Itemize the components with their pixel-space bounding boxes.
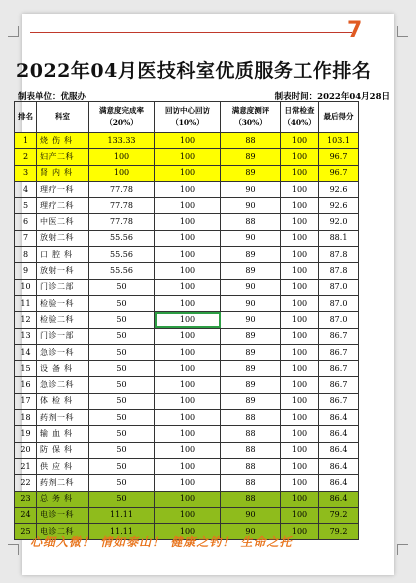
- crop-mark-top-right: [397, 26, 408, 37]
- table-row: [15, 247, 359, 263]
- table-header-row: [15, 102, 359, 133]
- cell-satisfaction: 90: [221, 507, 281, 523]
- cell-final: 87.8: [319, 263, 359, 279]
- header-callback: [155, 102, 221, 133]
- cell-dept: 门诊一部: [37, 328, 89, 344]
- cell-dept: 设备科: [37, 361, 89, 377]
- table-row: [15, 279, 359, 295]
- cell-completion: 50: [89, 344, 155, 360]
- cell-completion: 55.56: [89, 247, 155, 263]
- cell-dept: 输血科: [37, 426, 89, 442]
- cell-rank: 19: [15, 426, 37, 442]
- selected-cell[interactable]: 100: [155, 312, 221, 328]
- cell-callback: 100: [155, 393, 221, 409]
- cell-daily: 100: [281, 507, 319, 523]
- cell-daily: 100: [281, 393, 319, 409]
- document-title: 2022年04月医技科室优质服务工作排名: [16, 60, 372, 82]
- cell-callback: 100: [155, 361, 221, 377]
- cell-rank: 18: [15, 410, 37, 426]
- cell-final: 92.0: [319, 214, 359, 230]
- cell-callback: 100: [155, 458, 221, 474]
- header-completion-weight: （20%）: [105, 118, 138, 127]
- cell-completion: 50: [89, 442, 155, 458]
- cell-callback: 100: [155, 165, 221, 181]
- cell-rank: 8: [15, 247, 37, 263]
- cell-rank: 4: [15, 181, 37, 197]
- cell-completion: 11.11: [89, 507, 155, 523]
- cell-completion: 50: [89, 312, 155, 328]
- cell-callback: 100: [155, 475, 221, 491]
- cell-dept: 供应科: [37, 458, 89, 474]
- cell-callback: 100: [155, 263, 221, 279]
- cell-rank: 20: [15, 442, 37, 458]
- cell-dept: 门诊二部: [37, 279, 89, 295]
- cell-completion: 55.56: [89, 263, 155, 279]
- header-daily-label: 日常检查: [284, 106, 315, 115]
- cell-callback: 100: [155, 328, 221, 344]
- cell-completion: 100: [89, 149, 155, 165]
- cell-satisfaction: 89: [221, 263, 281, 279]
- cell-rank: 1: [15, 133, 37, 149]
- cell-completion: 50: [89, 295, 155, 311]
- cell-callback: 100: [155, 524, 221, 540]
- cell-dept: 防保科: [37, 442, 89, 458]
- cell-rank: 16: [15, 377, 37, 393]
- table-row: [15, 393, 359, 409]
- cell-rank: 14: [15, 344, 37, 360]
- table-row: [15, 263, 359, 279]
- cell-daily: 100: [281, 214, 319, 230]
- cell-dept: 理疗一科: [37, 181, 89, 197]
- cell-completion: 50: [89, 491, 155, 507]
- cell-satisfaction: 88: [221, 458, 281, 474]
- cell-rank: 24: [15, 507, 37, 523]
- cell-dept: 电诊一科: [37, 507, 89, 523]
- cell-rank: 21: [15, 458, 37, 474]
- cell-final: 86.4: [319, 442, 359, 458]
- cell-rank: 23: [15, 491, 37, 507]
- cell-callback: 100: [155, 198, 221, 214]
- cell-daily: 100: [281, 295, 319, 311]
- cell-satisfaction: 89: [221, 361, 281, 377]
- cell-satisfaction: 90: [221, 279, 281, 295]
- cell-daily: 100: [281, 475, 319, 491]
- cell-callback: 100: [155, 214, 221, 230]
- cell-rank: 3: [15, 165, 37, 181]
- cell-completion: 50: [89, 393, 155, 409]
- cell-dept: 急诊一科: [37, 344, 89, 360]
- header-callback-weight: （10%）: [171, 118, 204, 127]
- header-rule: [30, 32, 352, 33]
- cell-satisfaction: 89: [221, 328, 281, 344]
- cell-daily: 100: [281, 247, 319, 263]
- cell-daily: 100: [281, 149, 319, 165]
- cell-final: 96.7: [319, 149, 359, 165]
- cell-final: 92.6: [319, 198, 359, 214]
- cell-daily: 100: [281, 133, 319, 149]
- cell-callback: 100: [155, 295, 221, 311]
- cell-completion: 50: [89, 328, 155, 344]
- cell-rank: 17: [15, 393, 37, 409]
- cell-daily: 100: [281, 410, 319, 426]
- cell-final: 86.7: [319, 377, 359, 393]
- table-row: [15, 295, 359, 311]
- cell-completion: 77.78: [89, 181, 155, 197]
- cell-callback: 100: [155, 149, 221, 165]
- cell-completion: 50: [89, 361, 155, 377]
- table-row: [15, 377, 359, 393]
- table-row: [15, 507, 359, 523]
- cell-daily: 100: [281, 312, 319, 328]
- table-row: [15, 214, 359, 230]
- cell-dept: 口腔科: [37, 247, 89, 263]
- table-row: [15, 442, 359, 458]
- table-row: [15, 149, 359, 165]
- cell-final: 86.7: [319, 361, 359, 377]
- cell-satisfaction: 89: [221, 165, 281, 181]
- cell-rank: 9: [15, 263, 37, 279]
- cell-final: 86.4: [319, 475, 359, 491]
- header-satisfaction-weight: （30%）: [234, 118, 267, 127]
- cell-callback: 100: [155, 507, 221, 523]
- cell-completion: 11.11: [89, 524, 155, 540]
- cell-dept: 总务科: [37, 491, 89, 507]
- cell-rank: 7: [15, 230, 37, 246]
- cell-completion: 50: [89, 410, 155, 426]
- cell-dept: 体检科: [37, 393, 89, 409]
- cell-rank: 6: [15, 214, 37, 230]
- cell-dept: 烧伤科: [37, 133, 89, 149]
- cell-satisfaction: 88: [221, 475, 281, 491]
- cell-dept: 肾内科: [37, 165, 89, 181]
- cell-satisfaction: 89: [221, 149, 281, 165]
- table-row: [15, 165, 359, 181]
- cell-rank: 25: [15, 524, 37, 540]
- table-row: [15, 361, 359, 377]
- cell-completion: 77.78: [89, 198, 155, 214]
- cell-daily: 100: [281, 491, 319, 507]
- cell-callback: 100: [155, 344, 221, 360]
- cell-daily: 100: [281, 458, 319, 474]
- cell-completion: 50: [89, 475, 155, 491]
- header-completion: [89, 102, 155, 133]
- cell-satisfaction: 88: [221, 133, 281, 149]
- cell-daily: 100: [281, 230, 319, 246]
- cell-callback: 100: [155, 442, 221, 458]
- cell-daily: 100: [281, 165, 319, 181]
- cell-daily: 100: [281, 198, 319, 214]
- cell-callback: 100: [155, 410, 221, 426]
- table-row: [15, 133, 359, 149]
- header-rank: 排名: [15, 102, 37, 133]
- cell-completion: 100: [89, 165, 155, 181]
- cell-final: 92.6: [319, 181, 359, 197]
- cell-daily: 100: [281, 328, 319, 344]
- cell-daily: 100: [281, 263, 319, 279]
- cell-satisfaction: 88: [221, 442, 281, 458]
- cell-dept: 妇产二科: [37, 149, 89, 165]
- header-satisfaction: [221, 102, 281, 133]
- cell-callback: 100: [155, 247, 221, 263]
- cell-completion: 50: [89, 377, 155, 393]
- table-row: [15, 344, 359, 360]
- cell-final: 87.0: [319, 312, 359, 328]
- header-callback-label: 回访中心回访: [165, 106, 210, 115]
- cell-rank: 10: [15, 279, 37, 295]
- crop-mark-bottom-left: [8, 544, 19, 555]
- cell-dept: 放射二科: [37, 230, 89, 246]
- slogan: 心细入微！ 情如泰山！ 健康之钓！ 生命之托: [30, 535, 293, 549]
- cell-satisfaction: 88: [221, 410, 281, 426]
- cell-callback: 100: [155, 491, 221, 507]
- table-row: [15, 458, 359, 474]
- cell-dept: 理疗二科: [37, 198, 89, 214]
- cell-daily: 100: [281, 524, 319, 540]
- table-row: [15, 491, 359, 507]
- cell-rank: 12: [15, 312, 37, 328]
- cell-satisfaction: 89: [221, 247, 281, 263]
- header-dept: 科室: [37, 102, 89, 133]
- cell-dept: 电诊二科: [37, 524, 89, 540]
- cell-satisfaction: 89: [221, 377, 281, 393]
- cell-final: 79.2: [319, 524, 359, 540]
- cell-satisfaction: 90: [221, 312, 281, 328]
- cell-satisfaction: 90: [221, 198, 281, 214]
- crop-mark-top-left: [8, 26, 19, 37]
- cell-final: 103.1: [319, 133, 359, 149]
- cell-final: 86.4: [319, 491, 359, 507]
- cell-satisfaction: 88: [221, 214, 281, 230]
- cell-callback: 100: [155, 133, 221, 149]
- table-row: [15, 181, 359, 197]
- header-completion-label: 满意度完成率: [99, 106, 144, 115]
- cell-rank: 11: [15, 295, 37, 311]
- cell-completion: 50: [89, 458, 155, 474]
- cell-completion: 77.78: [89, 214, 155, 230]
- cell-callback: 100: [155, 279, 221, 295]
- cell-satisfaction: 90: [221, 181, 281, 197]
- cell-satisfaction: 89: [221, 393, 281, 409]
- cell-satisfaction: 90: [221, 524, 281, 540]
- cell-final: 86.7: [319, 344, 359, 360]
- cell-final: 86.7: [319, 393, 359, 409]
- table-row: [15, 328, 359, 344]
- cell-dept: 药剂一科: [37, 410, 89, 426]
- cell-rank: 2: [15, 149, 37, 165]
- table-row: [15, 198, 359, 214]
- cell-satisfaction: 90: [221, 295, 281, 311]
- cell-daily: 100: [281, 181, 319, 197]
- cell-completion: 50: [89, 279, 155, 295]
- cell-dept: 放射一科: [37, 263, 89, 279]
- cell-satisfaction: 89: [221, 344, 281, 360]
- cell-dept: 检验一科: [37, 295, 89, 311]
- table-row: [15, 312, 359, 328]
- header-final: 最后得分: [319, 102, 359, 133]
- cell-final: 86.4: [319, 410, 359, 426]
- date-label: 制表时间：2022年04月28日: [274, 92, 390, 102]
- header-daily-weight: （40%）: [283, 118, 316, 127]
- cell-satisfaction: 88: [221, 491, 281, 507]
- ranking-table: [14, 101, 359, 540]
- cell-final: 87.0: [319, 279, 359, 295]
- cell-final: 86.7: [319, 328, 359, 344]
- cell-callback: 100: [155, 181, 221, 197]
- cell-callback: 100: [155, 426, 221, 442]
- cell-dept: 检验二科: [37, 312, 89, 328]
- cell-final: 86.4: [319, 426, 359, 442]
- cell-final: 87.0: [319, 295, 359, 311]
- table-row: [15, 426, 359, 442]
- cell-daily: 100: [281, 426, 319, 442]
- page-number: 7: [347, 18, 363, 43]
- cell-satisfaction: 88: [221, 426, 281, 442]
- table-row: [15, 475, 359, 491]
- cell-dept: 药剂二科: [37, 475, 89, 491]
- cell-final: 96.7: [319, 165, 359, 181]
- cell-daily: 100: [281, 442, 319, 458]
- cell-completion: 55.56: [89, 230, 155, 246]
- cell-completion: 50: [89, 426, 155, 442]
- cell-dept: 中医二科: [37, 214, 89, 230]
- crop-mark-bottom-right: [397, 544, 408, 555]
- table-row: [15, 230, 359, 246]
- header-daily: [281, 102, 319, 133]
- header-satisfaction-label: 满意度测评: [231, 106, 270, 115]
- cell-callback: 100: [155, 230, 221, 246]
- cell-satisfaction: 90: [221, 230, 281, 246]
- cell-final: 79.2: [319, 507, 359, 523]
- cell-completion: 133.33: [89, 133, 155, 149]
- cell-final: 87.8: [319, 247, 359, 263]
- cell-rank: 5: [15, 198, 37, 214]
- cell-rank: 15: [15, 361, 37, 377]
- cell-daily: 100: [281, 344, 319, 360]
- cell-final: 86.4: [319, 458, 359, 474]
- cell-dept: 急诊二科: [37, 377, 89, 393]
- cell-daily: 100: [281, 279, 319, 295]
- cell-callback: 100: [155, 377, 221, 393]
- cell-daily: 100: [281, 377, 319, 393]
- cell-daily: 100: [281, 361, 319, 377]
- unit-label: 制表单位：优服办: [18, 92, 87, 102]
- cell-final: 88.1: [319, 230, 359, 246]
- table-row: [15, 410, 359, 426]
- cell-rank: 13: [15, 328, 37, 344]
- cell-rank: 22: [15, 475, 37, 491]
